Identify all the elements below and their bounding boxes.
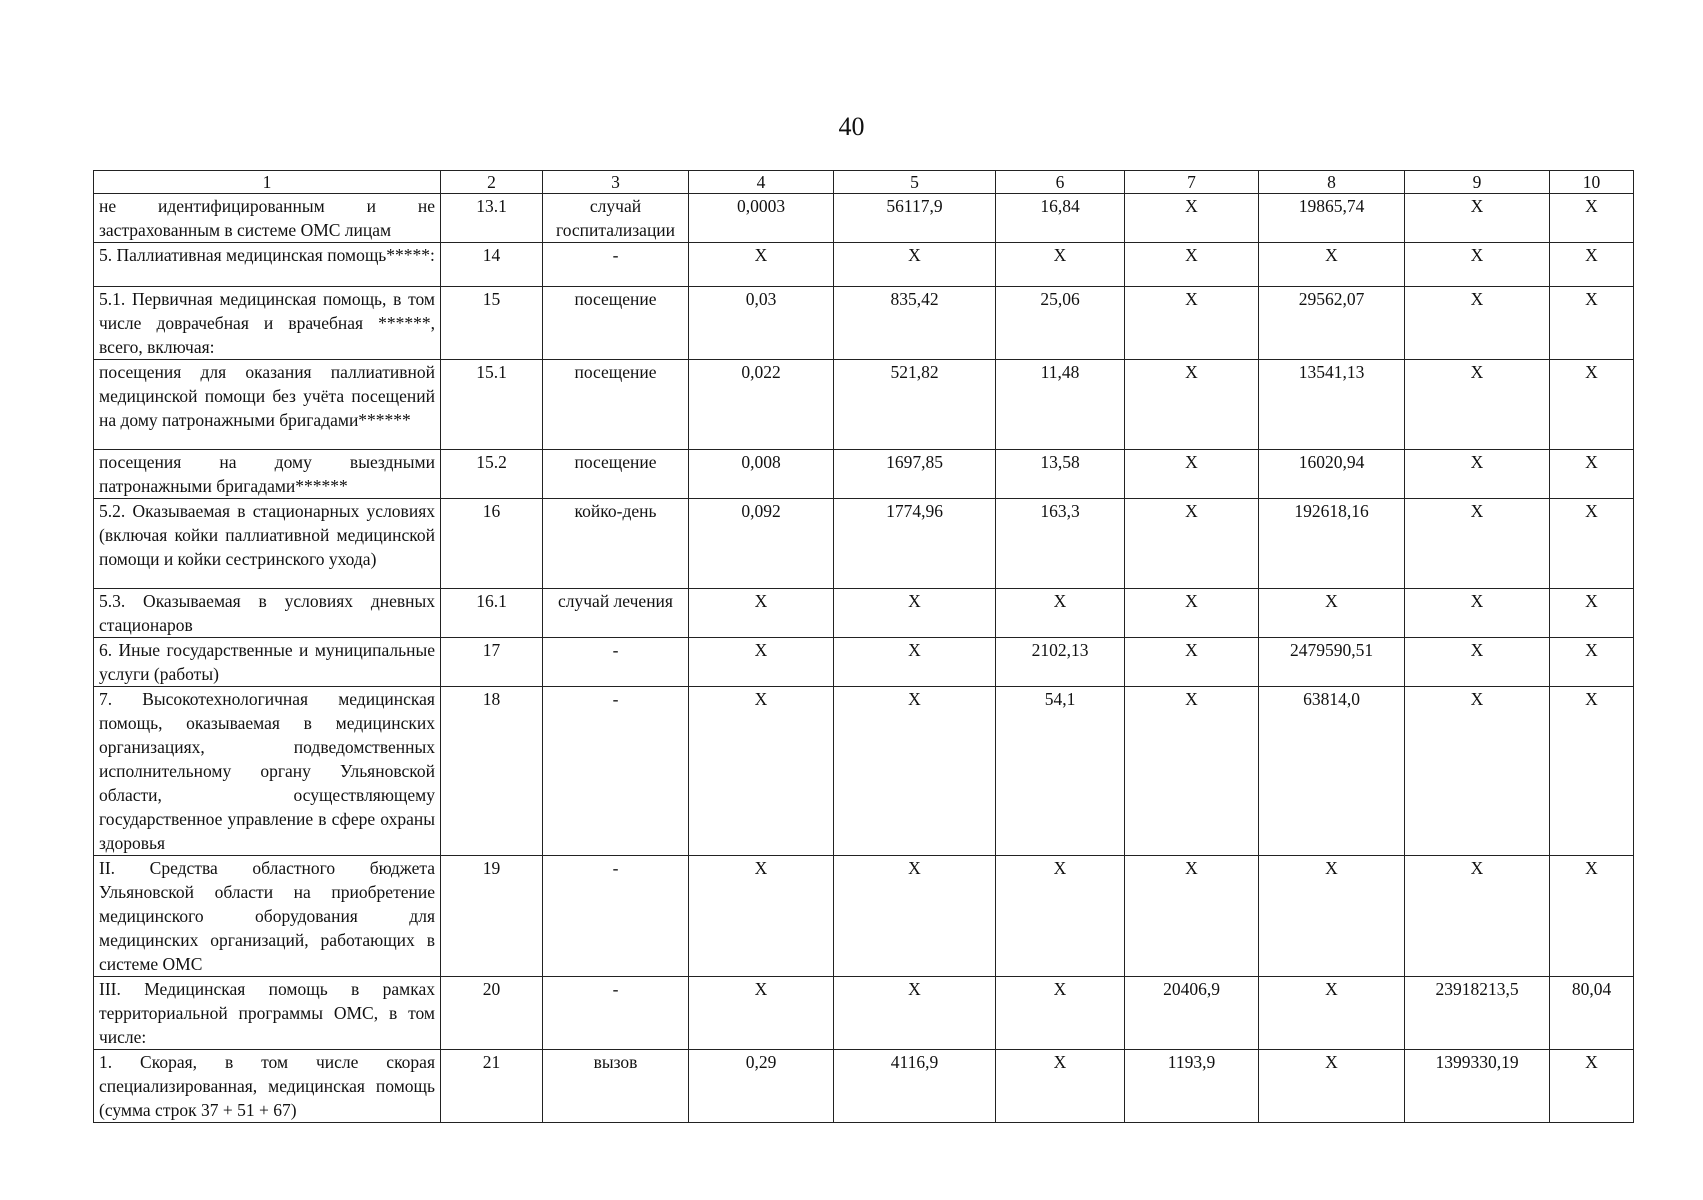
cell-col-4: X (689, 243, 834, 287)
cell-row-label: посещения для оказания паллиативной медицинской помощи без учёта посещений на дому патронажными бригадами****** (94, 360, 441, 450)
cell-unit: - (543, 687, 689, 856)
cell-col-7: X (1125, 194, 1259, 243)
cell-col-10: X (1550, 194, 1634, 243)
cell-col-8: X (1259, 243, 1405, 287)
cell-col-6: 13,58 (996, 450, 1125, 499)
cell-col-9: X (1405, 856, 1550, 977)
cell-col-7: X (1125, 360, 1259, 450)
cell-unit: случай лечения (543, 589, 689, 638)
cell-col-4: 0,03 (689, 287, 834, 360)
cell-col-6: X (996, 1050, 1125, 1123)
table-row (94, 589, 1634, 638)
cell-col-5: 835,42 (834, 287, 996, 360)
cell-row-label: 1. Скорая, в том числе скорая специализированная, медицинская помощь (сумма строк 37 + 51 + 67) (94, 1050, 441, 1123)
column-header: 1 (94, 171, 441, 194)
cell-row-label: 5.3. Оказываемая в условиях дневных стационаров (94, 589, 441, 638)
cell-col-4: X (689, 856, 834, 977)
cell-col-8: 29562,07 (1259, 287, 1405, 360)
cell-unit: случай госпитализации (543, 194, 689, 243)
cell-col-4: 0,092 (689, 499, 834, 589)
table-row (94, 243, 1634, 287)
cell-col-9: X (1405, 638, 1550, 687)
cell-col-10: X (1550, 499, 1634, 589)
cell-row-code: 19 (441, 856, 543, 977)
cell-unit: посещение (543, 360, 689, 450)
cell-col-9: X (1405, 243, 1550, 287)
cell-col-6: X (996, 589, 1125, 638)
cell-col-7: X (1125, 450, 1259, 499)
cell-col-4: 0,29 (689, 1050, 834, 1123)
cell-row-code: 20 (441, 977, 543, 1050)
cell-col-4: X (689, 589, 834, 638)
cell-col-4: X (689, 638, 834, 687)
cell-col-7: X (1125, 287, 1259, 360)
cell-col-10: X (1550, 687, 1634, 856)
cell-row-code: 21 (441, 1050, 543, 1123)
cell-col-8: X (1259, 856, 1405, 977)
table-row (94, 360, 1634, 450)
cell-col-10: X (1550, 638, 1634, 687)
cell-row-label: III. Медицинская помощь в рамках территориальной программы ОМС, в том числе: (94, 977, 441, 1050)
table-row (94, 687, 1634, 856)
column-header: 7 (1125, 171, 1259, 194)
cell-col-7: X (1125, 638, 1259, 687)
cell-col-6: X (996, 856, 1125, 977)
cell-col-8: 13541,13 (1259, 360, 1405, 450)
cell-col-6: 2102,13 (996, 638, 1125, 687)
cell-col-6: X (996, 243, 1125, 287)
cell-col-10: X (1550, 360, 1634, 450)
cell-unit: - (543, 977, 689, 1050)
cell-col-9: X (1405, 450, 1550, 499)
cell-row-label: 5.1. Первичная медицинская помощь, в том числе доврачебная и врачебная ******, всего, включая: (94, 287, 441, 360)
cell-unit: - (543, 638, 689, 687)
cell-row-code: 15.2 (441, 450, 543, 499)
cell-row-code: 15 (441, 287, 543, 360)
cell-row-label: II. Средства областного бюджета Ульяновской области на приобретение медицинского оборудования для медицинских организаций, работающих в системе ОМС (94, 856, 441, 977)
cell-col-5: 4116,9 (834, 1050, 996, 1123)
cell-col-7: X (1125, 499, 1259, 589)
cell-col-6: 54,1 (996, 687, 1125, 856)
cell-col-10: X (1550, 287, 1634, 360)
cell-col-5: 1697,85 (834, 450, 996, 499)
cell-col-9: X (1405, 589, 1550, 638)
cell-col-5: X (834, 687, 996, 856)
column-header: 8 (1259, 171, 1405, 194)
cell-col-10: X (1550, 856, 1634, 977)
cell-col-7: X (1125, 687, 1259, 856)
header-row (94, 171, 1634, 194)
cell-col-10: X (1550, 450, 1634, 499)
cell-unit: посещение (543, 287, 689, 360)
cell-row-label: 5.2. Оказываемая в стационарных условиях (включая койки паллиативной медицинской помощи и койки сестринского ухода) (94, 499, 441, 589)
cell-unit: посещение (543, 450, 689, 499)
cell-col-6: 11,48 (996, 360, 1125, 450)
cell-col-9: X (1405, 499, 1550, 589)
cell-col-5: X (834, 977, 996, 1050)
cell-col-9: X (1405, 287, 1550, 360)
column-header: 9 (1405, 171, 1550, 194)
cell-row-label: не идентифицированным и не застрахованным в системе ОМС лицам (94, 194, 441, 243)
cell-col-9: 1399330,19 (1405, 1050, 1550, 1123)
table-row (94, 499, 1634, 589)
cell-col-8: 19865,74 (1259, 194, 1405, 243)
table-body (94, 171, 1634, 1123)
cell-col-5: X (834, 589, 996, 638)
cell-col-6: 25,06 (996, 287, 1125, 360)
column-header: 6 (996, 171, 1125, 194)
cell-row-label: 6. Иные государственные и муниципальные услуги (работы) (94, 638, 441, 687)
cell-col-7: X (1125, 856, 1259, 977)
table-row (94, 1050, 1634, 1123)
table-row (94, 450, 1634, 499)
cell-col-10: X (1550, 1050, 1634, 1123)
table-row (94, 977, 1634, 1050)
table-row (94, 194, 1634, 243)
cell-col-7: 1193,9 (1125, 1050, 1259, 1123)
cell-row-code: 14 (441, 243, 543, 287)
cell-col-8: 192618,16 (1259, 499, 1405, 589)
cell-col-7: 20406,9 (1125, 977, 1259, 1050)
cell-col-5: X (834, 243, 996, 287)
cell-row-code: 17 (441, 638, 543, 687)
cell-unit: - (543, 856, 689, 977)
cell-col-9: 23918213,5 (1405, 977, 1550, 1050)
cell-col-8: X (1259, 1050, 1405, 1123)
data-table (93, 170, 1634, 1123)
cell-col-4: 0,022 (689, 360, 834, 450)
column-header: 4 (689, 171, 834, 194)
cell-col-10: X (1550, 243, 1634, 287)
cell-col-6: 163,3 (996, 499, 1125, 589)
cell-row-label: 5. Паллиативная медицинская помощь*****: (94, 243, 441, 287)
page-number: 40 (838, 112, 865, 141)
cell-col-8: X (1259, 977, 1405, 1050)
cell-col-7: X (1125, 243, 1259, 287)
cell-row-label: 7. Высокотехнологичная медицинская помощь, оказываемая в медицинских организациях, подведомственных исполнительному органу Ульяновской области, осуществляющему государственное управление в сфере охраны здоровья (94, 687, 441, 856)
column-header: 3 (543, 171, 689, 194)
cell-col-5: 56117,9 (834, 194, 996, 243)
column-header: 10 (1550, 171, 1634, 194)
cell-col-8: 16020,94 (1259, 450, 1405, 499)
cell-row-code: 16 (441, 499, 543, 589)
cell-unit: вызов (543, 1050, 689, 1123)
cell-col-4: 0,0003 (689, 194, 834, 243)
cell-unit: койко-день (543, 499, 689, 589)
column-header: 2 (441, 171, 543, 194)
cell-row-code: 15.1 (441, 360, 543, 450)
cell-col-4: 0,008 (689, 450, 834, 499)
cell-col-8: X (1259, 589, 1405, 638)
cell-row-code: 16.1 (441, 589, 543, 638)
cell-col-5: X (834, 856, 996, 977)
table-row (94, 856, 1634, 977)
cell-row-label: посещения на дому выездными патронажными бригадами****** (94, 450, 441, 499)
cell-col-5: 1774,96 (834, 499, 996, 589)
cell-col-10: 80,04 (1550, 977, 1634, 1050)
cell-col-8: 2479590,51 (1259, 638, 1405, 687)
cell-unit: - (543, 243, 689, 287)
cell-col-6: X (996, 977, 1125, 1050)
cell-col-7: X (1125, 589, 1259, 638)
cell-row-code: 18 (441, 687, 543, 856)
cell-col-9: X (1405, 194, 1550, 243)
cell-col-4: X (689, 687, 834, 856)
cell-col-8: 63814,0 (1259, 687, 1405, 856)
cell-col-5: X (834, 638, 996, 687)
table-row (94, 638, 1634, 687)
column-header: 5 (834, 171, 996, 194)
cell-col-5: 521,82 (834, 360, 996, 450)
cell-col-9: X (1405, 687, 1550, 856)
cell-row-code: 13.1 (441, 194, 543, 243)
table-row (94, 287, 1634, 360)
cell-col-10: X (1550, 589, 1634, 638)
cell-col-6: 16,84 (996, 194, 1125, 243)
cell-col-4: X (689, 977, 834, 1050)
cell-col-9: X (1405, 360, 1550, 450)
